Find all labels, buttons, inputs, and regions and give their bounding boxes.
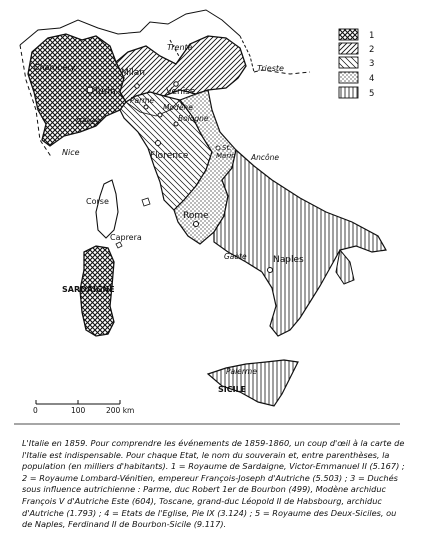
corsica-island	[96, 180, 118, 238]
label-sicile: SICILE	[218, 385, 247, 394]
legend-label-3: 3	[369, 59, 375, 69]
label-bologne: Bologne	[178, 114, 209, 123]
legend-label-5: 5	[369, 89, 375, 99]
scale-label-200: 200 km	[106, 406, 135, 415]
label-milan: Milan	[121, 68, 145, 78]
label-corse: Corse	[86, 197, 109, 206]
label-caprera: Caprera	[110, 233, 142, 242]
legend-label-1: 1	[369, 31, 375, 41]
label-nice: Nice	[62, 148, 80, 157]
legend-label-4: 4	[369, 74, 375, 84]
label-naples: Naples	[273, 255, 304, 265]
legend-swatch-5	[339, 87, 358, 98]
label-parme: Parme	[130, 96, 155, 105]
label-gaete: Gaète	[224, 252, 247, 261]
region-5-two-sicilies-mainland	[214, 150, 386, 336]
label-genes: Gênes	[76, 117, 100, 126]
label-st-marin-1: St.	[222, 144, 232, 152]
label-ancone: Ancône	[251, 153, 279, 162]
scale-bar	[33, 400, 134, 415]
legend-swatch-2	[339, 43, 358, 54]
label-modene: Modène	[163, 103, 193, 112]
legend-swatch-4	[339, 72, 358, 83]
label-venise: Venise	[166, 87, 196, 97]
label-chambery: Chambéry	[34, 63, 76, 72]
label-florence: Florence	[150, 151, 189, 161]
label-rome: Rome	[183, 211, 209, 221]
legend	[339, 29, 374, 99]
label-turin: Turin	[94, 87, 116, 97]
scale-label-100: 100	[71, 406, 86, 415]
label-st-marin-2: Marin	[216, 152, 236, 160]
legend-swatch-3	[339, 57, 358, 68]
label-trente: Trente	[167, 43, 193, 52]
label-palerme: Palerme	[226, 367, 257, 376]
legend-swatch-1	[339, 29, 358, 40]
label-trieste: Trieste	[257, 64, 284, 73]
map-caption: L'Italie en 1859. Pour comprendre les événements de 1859-1860, un coup d'œil à la carte de l'Italie est indispensable. Pour chaque Etat, le nom du souverain et, entre parenthèses, la population (en milliers d'habitants). 1 = Royaume de Sardaigne, Victor-Emmanuel II (5.167) ; 2 = Royaume Lombard-Vénitien, empereur François-Joseph d'Autriche (5.503) ; 3 = Duchés sous influence autrichienne : Parme, duc Robert 1er de Bourbon (499), Modène archiduc François V d'Autriche Este (604), Toscane, grand-duc Léopold II de Habsbourg, archiduc d'Autriche (1.793) ; 4 = Etats de l'Eglise, Pie IX (3.124) ; 5 = Royaume des Deux-Siciles, ou de Naples, Ferdinand II de Bourbon-Sicile (9.117).	[22, 438, 405, 530]
scale-label-0: 0	[33, 406, 38, 415]
label-sardaigne: SARDAIGNE	[62, 285, 115, 294]
legend-label-2: 2	[369, 45, 375, 55]
